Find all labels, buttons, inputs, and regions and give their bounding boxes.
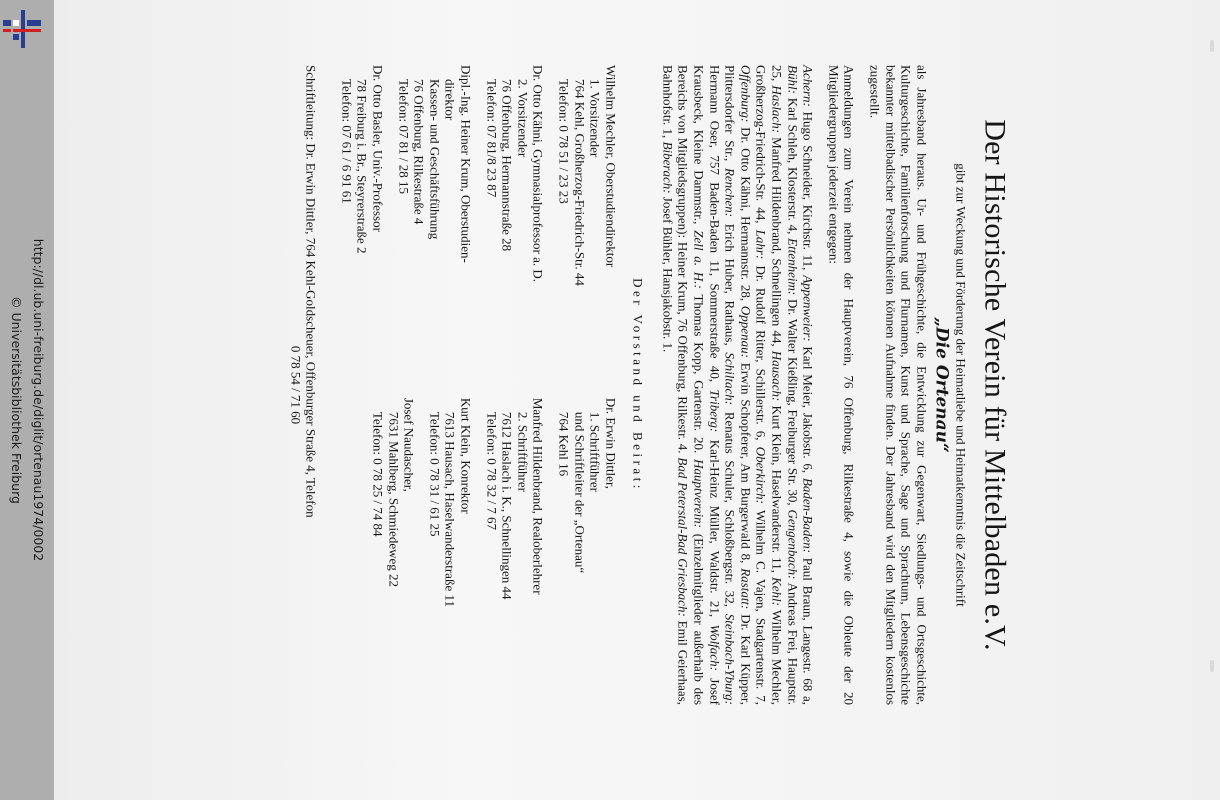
board-member-detail: Telefon: 07 61 / 6 91 61 xyxy=(339,79,355,204)
board-member-detail: und Schriftleiter der „Ortenau“ xyxy=(572,411,588,574)
group-leader-entry: Paul Braun, Langestr. 68 a, xyxy=(800,553,816,706)
board-member xyxy=(427,398,474,705)
board-member-detail: Telefon: 0 78 51 / 23 23 xyxy=(556,79,572,204)
board-member-detail: 76 Offenburg, Hermannstraße 28 xyxy=(499,79,515,252)
board-member xyxy=(483,65,545,372)
board-member-detail: direktor xyxy=(442,79,458,121)
group-place-name: Biberach: xyxy=(660,141,676,194)
group-place-name: Hausach: xyxy=(769,350,785,402)
group-leader-entry: Andreas Frei, Hauptstr. 25, xyxy=(769,65,801,706)
viewer-sidebar xyxy=(0,0,54,800)
group-leader-entry: Josef Bühler, Hansjakobstr. 1. xyxy=(660,193,676,353)
page-subtitle: gibt zur Weckung und Förderung der Heimatliebe und Heimatkenntnis die Zeitschrift xyxy=(953,163,969,607)
group-leader-entry: Dr. Rudolf Ritter, Schillerstr. 6, xyxy=(753,259,769,447)
group-place-name: Lahr: xyxy=(753,229,769,260)
scroll-grip-icon xyxy=(1210,660,1214,672)
group-leader-entry: Kurt Klein, Haselwanderstr. 11, xyxy=(769,401,785,578)
editor-phone: 0 78 54 / 71 60 xyxy=(288,345,304,425)
board-member xyxy=(339,65,386,372)
board-member xyxy=(556,65,618,372)
group-place-name: Haslach: xyxy=(769,85,785,134)
group-leader-entry: Karl Schleh, Klosterstr. 4, xyxy=(785,93,801,239)
page-title: Der Historische Verein für Mittelbaden e.V. xyxy=(978,119,1012,651)
board-member-name: Dr. Otto Kähni, Gymnasialprofessor a. D. xyxy=(530,65,546,282)
board-member-detail: 7613 Hausach, Haselwanderstraße 11 xyxy=(442,411,458,607)
intro-paragraph: als Jahresband heraus. Ur- und Frühgeschichte, die Entwicklung zur Gegenwart, Siedlungs- und Ortsgeschichte, Kulturgeschichte, Familienforschung und Flurnamen, Kunst und Sprache, Sage und Sprachtum, Lebensgeschichte bekannter mittelbadischer Persönlichkeiten können Aufnahme finden. Der Jahresband wird den Mitgliedern kostenlos zugestellt. xyxy=(867,65,930,705)
board-member-detail: Telefon: 0 78 31 / 61 25 xyxy=(427,411,443,537)
group-leader-entry: Erwin Schopferer, Am Burgerwald 8, xyxy=(738,357,754,569)
board-heading: Der Vorstand und Beirat: xyxy=(630,278,646,492)
board-member-detail: Telefon: 0 78 25 / 74 84 xyxy=(370,411,386,537)
group-leader-entry: Hermann Oser, 757 Baden-Baden 11, Sommerstraße 40, xyxy=(707,65,723,390)
editorial-footer xyxy=(288,65,319,705)
board-member-name: Kurt Klein, Konrektor xyxy=(458,397,474,514)
group-leader-entry: Erich Huber, Rathaus, xyxy=(722,217,738,353)
group-place-name: Bad Peterstal-Bad Griesbach: xyxy=(675,457,691,617)
group-place-name: Gengenbach: xyxy=(785,509,801,580)
group-leader-entry: Dr. Otto Kähni, Hermannstr. 28, xyxy=(738,122,754,306)
group-leader-entry: Dr. Walter Kießling, Freiburger Str. 30, xyxy=(785,295,801,510)
group-leader-entry: Renatus Schuler, Schloßbergstr. 32, xyxy=(722,405,738,614)
board-member-detail: 76 Offenburg, Rilkestraße 4 xyxy=(411,79,427,225)
board-member xyxy=(483,398,545,705)
group-leader-entry: Wilhelm Mechler, Großherzog-Friedrich-Str. 44, xyxy=(753,65,785,705)
group-leader-entry: Karl-Heinz Müller, Waldstr. 21, xyxy=(707,432,723,625)
board-member-detail: Telefon: 07 81/8 23 87 xyxy=(484,79,500,198)
journal-name: „Die Ortenau“ xyxy=(931,317,952,453)
board-member-name: Dr. Erwin Dittler, xyxy=(603,397,619,489)
board-member xyxy=(556,398,618,705)
copyright-notice: © Universitätsbibliothek Freiburg xyxy=(9,296,24,504)
group-leader-entry: Thomas Kopp, Gartenstr. 20. xyxy=(691,288,707,460)
group-place-name: Kehl: xyxy=(769,577,785,606)
board-member-detail: 7612 Haslach i. K., Schnellingen 44 xyxy=(499,411,515,600)
board-member-detail: 2. Schriftführer xyxy=(515,411,531,492)
group-place-name: Ettenheim: xyxy=(785,238,801,296)
board-member xyxy=(370,398,417,705)
group-leader-entry: Dr. Karl Küpper, Plittersdorfer Str., xyxy=(722,65,754,705)
board-member-detail: 7631 Mahlberg, Schmiedeweg 22 xyxy=(386,411,402,588)
board-member-detail: 78 Freiburg i. Br., Steyrerstraße 2 xyxy=(354,79,370,254)
board-member-detail: Kassen- und Geschäftsführung xyxy=(427,79,443,240)
group-leader-entry: Josef Krausbeck, Kleine Dammstr., xyxy=(691,65,723,705)
scroll-grip-icon xyxy=(1210,40,1214,52)
board-left-column xyxy=(329,65,619,372)
group-leader-entry: Wilhelm C. Vajen, Stadgartenstr. 7, xyxy=(753,504,769,705)
board-member-detail: 764 Kehl 16 xyxy=(556,411,572,477)
board-member-detail: 2. Vorsitzender xyxy=(515,79,531,158)
board-member xyxy=(395,65,473,372)
board-member-detail: 1. Schriftführer xyxy=(587,411,603,492)
group-place-name: Rastatt: xyxy=(738,568,754,610)
board-member-detail: 764 Kehl, Großherzog-Friedrich-Str. 44 xyxy=(572,79,588,286)
group-place-name: Zell a. H.: xyxy=(691,230,707,289)
group-place-name: Steinbach-Yburg: xyxy=(722,613,738,705)
group-place-name: Hauptverein: xyxy=(691,459,707,528)
group-place-name: Triberg: xyxy=(707,389,723,433)
board-member-detail: Telefon: 07 81 / 28 15 xyxy=(396,79,412,194)
group-leader-entry: Karl Meier, Jakobstr. 6, xyxy=(800,341,816,478)
group-place-name: Appenweier: xyxy=(800,275,816,342)
sidebar-caption xyxy=(5,239,49,561)
group-leader-entry: (Einzelmitglieder außerhalb des Bereichs von Mitgliedsgruppen): Heiner Krum, 76 Offenburg, Rilkestr. 4. xyxy=(675,65,707,706)
board-member-name: Dipl.-Ing. Heiner Krum, Oberstudien- xyxy=(458,65,474,263)
group-place-name: Achern: xyxy=(800,65,816,107)
board-member-name: Josef Naudascher, xyxy=(401,397,417,492)
group-leader-entry: Manfred Hildenbrand, Schnellingen 44, xyxy=(769,133,785,351)
ub-freiburg-logo-icon[interactable] xyxy=(3,10,43,48)
scanned-document-page xyxy=(288,65,1013,705)
board-member-name: Manfred Hildenbrand, Realoberlehrer xyxy=(530,397,546,595)
group-place-name: Bühl: xyxy=(785,65,801,94)
editor-address: Schriftleitung: Dr. Erwin Dittler, 764 Kehl-Goldscheuer, Offenburger Straße 4, Telefon xyxy=(303,65,319,518)
group-place-name: Schiltach: xyxy=(722,352,738,406)
board-member-name: Wilhelm Mechler, Oberstudiendirektor xyxy=(603,65,619,268)
group-leader-entry: Hugo Schneider, Kirchstr. 11, xyxy=(800,106,816,276)
group-place-name: Wolfach: xyxy=(707,624,723,671)
group-leaders-paragraph xyxy=(660,65,816,705)
registration-paragraph: Anmeldungen zum Verein nehmen der Hauptverein, 76 Offenburg, Rilkestraße 4, sowie die Obleute der 20 Mitgliedergruppen jederzeit entgegen: xyxy=(826,65,857,705)
group-place-name: Offenburg: xyxy=(738,65,754,123)
group-place-name: Oppenau: xyxy=(738,305,754,358)
source-url[interactable]: http://dl.ub.uni-freiburg.de/diglit/ortenau1974/0002 xyxy=(31,238,46,562)
group-place-name: Baden-Baden: xyxy=(800,477,816,554)
board-right-column xyxy=(329,398,619,705)
board-member-name: Dr. Otto Basler, Univ.-Professor xyxy=(370,65,386,232)
board-member-detail: Telefon: 0 78 32 / 7 67 xyxy=(484,411,500,531)
group-leader-entry: Emil Geierhaas, Bahnhofstr. 1, xyxy=(660,65,691,705)
group-place-name: Renchen: xyxy=(722,167,738,218)
group-place-name: Oberkirch: xyxy=(753,446,769,505)
board-member-detail: 1. Vorsitzender xyxy=(587,79,603,158)
